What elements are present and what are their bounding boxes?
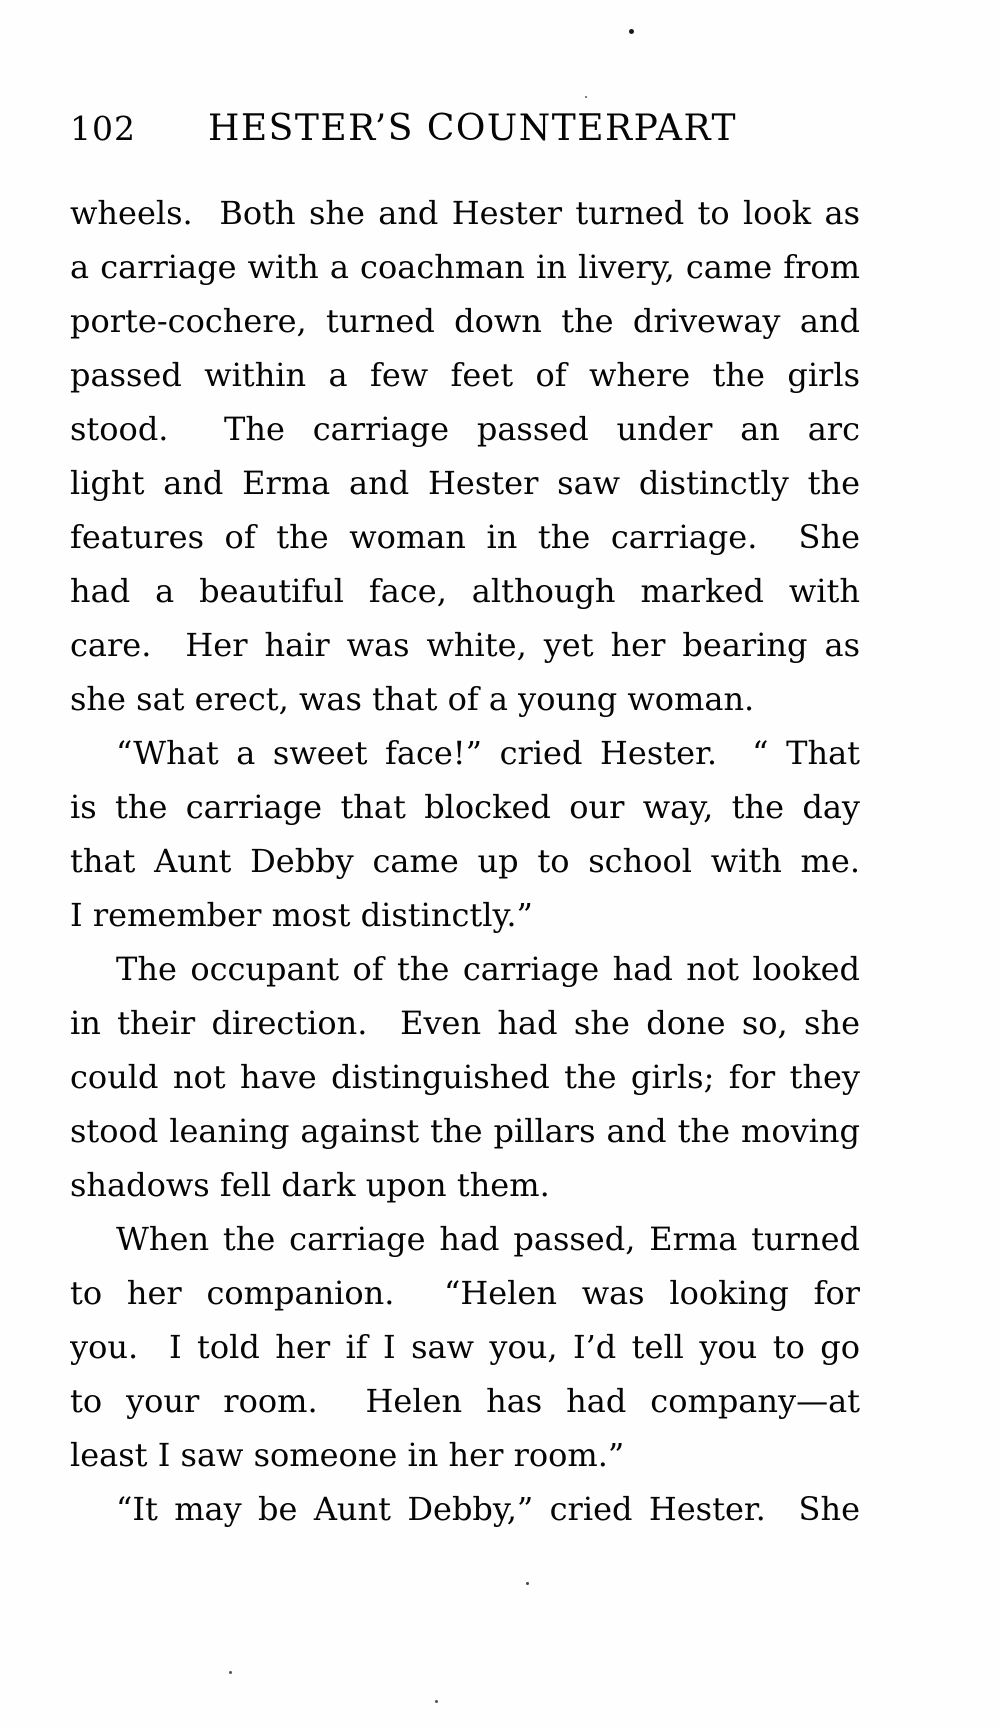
text-block (70, 108, 860, 1536)
text-line: a carriage with a coachman in livery, came from (70, 248, 860, 286)
text-line: “What a sweet face!” cried Hester. “ That (116, 734, 860, 772)
text-line: shadows fell dark upon them. (70, 1166, 550, 1204)
paragraph (70, 942, 860, 1212)
running-head (70, 108, 860, 158)
text-line: that Aunt Debby came up to school with me. (70, 842, 860, 880)
text-line: I remember most distinctly.” (70, 896, 533, 934)
running-title: HESTER’S COUNTERPART (208, 108, 738, 149)
body-text (70, 186, 860, 1536)
text-line: is the carriage that blocked our way, the day (70, 788, 860, 826)
text-line: she sat erect, was that of a young woman. (70, 680, 755, 718)
paragraph (70, 1212, 860, 1482)
text-line: care. Her hair was white, yet her bearing as (70, 626, 860, 664)
text-line: stood leaning against the pillars and the moving (70, 1112, 860, 1150)
paragraph (70, 726, 860, 942)
text-line: could not have distinguished the girls; for they (70, 1058, 860, 1096)
scan-speck (585, 96, 587, 98)
page-number: 102 (70, 109, 136, 148)
scan-speck (526, 1582, 529, 1585)
text-line: in their direction. Even had she done so, she (70, 1004, 860, 1042)
scan-speck (629, 29, 634, 34)
scan-speck (229, 1671, 232, 1674)
text-line: The occupant of the carriage had not looked (116, 950, 860, 988)
text-line: passed within a few feet of where the girls (70, 356, 860, 394)
text-line: to her companion. “Helen was looking for (70, 1274, 860, 1312)
text-line: had a beautiful face, although marked with (70, 572, 860, 610)
scan-speck (435, 1700, 438, 1703)
text-line: least I saw someone in her room.” (70, 1436, 625, 1474)
text-line: features of the woman in the carriage. She (70, 518, 860, 556)
text-line: light and Erma and Hester saw distinctly the (70, 464, 860, 502)
text-line: you. I told her if I saw you, I’d tell you to go (70, 1328, 860, 1366)
text-line: to your room. Helen has had company—at (70, 1382, 860, 1420)
text-line: “It may be Aunt Debby,” cried Hester. She (116, 1490, 860, 1528)
paragraph (70, 1482, 860, 1536)
paragraph (70, 186, 860, 726)
text-line: wheels. Both she and Hester turned to look as (70, 194, 860, 232)
text-line: stood. The carriage passed under an arc (70, 410, 860, 448)
text-line: porte-cochere, turned down the driveway and (70, 302, 860, 340)
text-line: When the carriage had passed, Erma turned (116, 1220, 860, 1258)
